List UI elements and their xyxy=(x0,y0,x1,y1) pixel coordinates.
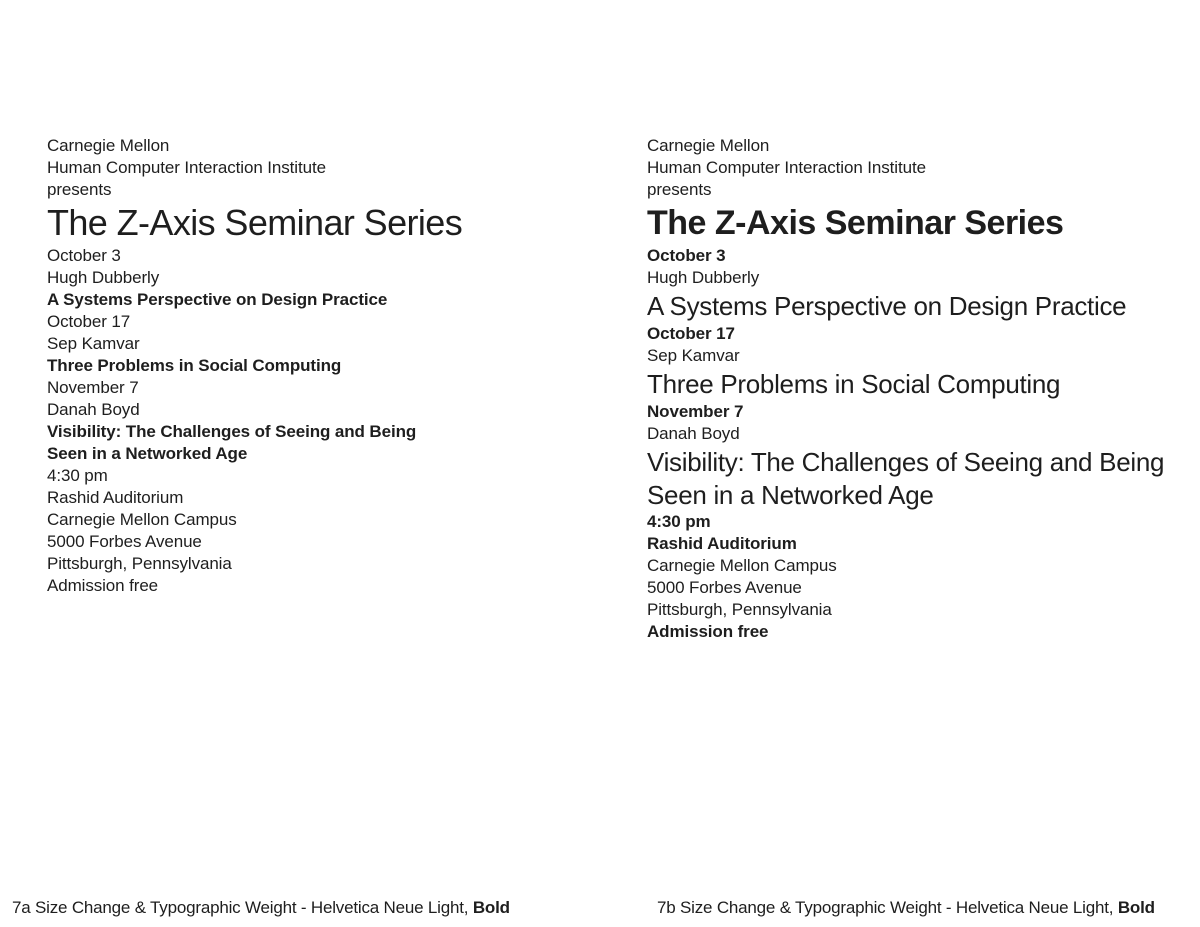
event-venue: Rashid Auditorium xyxy=(47,488,184,507)
event-time: 4:30 pm xyxy=(47,466,108,485)
caption-bold-word: Bold xyxy=(472,898,510,917)
talk-title: Visibility: The Challenges of Seeing and Being xyxy=(647,447,1165,477)
talk-date: October 17 xyxy=(47,312,131,331)
talk-title: Three Problems in Social Computing xyxy=(647,369,1061,399)
talk-date: October 3 xyxy=(47,246,121,265)
event-venue: Rashid Auditorium xyxy=(647,534,797,553)
caption-7a xyxy=(12,897,510,919)
event-campus: Carnegie Mellon Campus xyxy=(647,556,837,575)
series-title: The Z-Axis Seminar Series xyxy=(647,204,1064,242)
talk-date: November 7 xyxy=(647,402,744,421)
intro-line-presents: presents xyxy=(47,180,112,199)
event-city: Pittsburgh, Pennsylvania xyxy=(47,554,232,573)
talk-title-continued: Seen in a Networked Age xyxy=(47,444,248,463)
talk-title: Three Problems in Social Computing xyxy=(47,356,342,375)
caption-text: 7b Size Change & Typographic Weight - Helvetica Neue Light, xyxy=(657,898,1118,917)
event-city: Pittsburgh, Pennsylvania xyxy=(647,600,832,619)
talk-date: October 3 xyxy=(647,246,726,265)
caption-bold-word: Bold xyxy=(1117,898,1155,917)
caption-7b xyxy=(657,897,1155,919)
talk-date: October 17 xyxy=(647,324,735,343)
intro-line-institution: Carnegie Mellon xyxy=(47,136,170,155)
series-title: The Z-Axis Seminar Series xyxy=(47,202,463,243)
talk-title-continued: Seen in a Networked Age xyxy=(647,480,934,510)
intro-line-institution: Carnegie Mellon xyxy=(647,136,770,155)
event-time: 4:30 pm xyxy=(647,512,711,531)
intro-line-department: Human Computer Interaction Institute xyxy=(647,158,926,177)
poster-version-a xyxy=(47,135,462,597)
talk-date: November 7 xyxy=(47,378,139,397)
talk-speaker: Sep Kamvar xyxy=(47,334,140,353)
talk-title: Visibility: The Challenges of Seeing and Being xyxy=(47,422,417,441)
poster-version-b xyxy=(647,135,1164,643)
event-admission: Admission free xyxy=(47,576,159,595)
event-street: 5000 Forbes Avenue xyxy=(647,578,802,597)
talk-speaker: Hugh Dubberly xyxy=(47,268,160,287)
event-campus: Carnegie Mellon Campus xyxy=(47,510,237,529)
talk-speaker: Hugh Dubberly xyxy=(647,268,760,287)
intro-line-presents: presents xyxy=(647,180,712,199)
talk-speaker: Danah Boyd xyxy=(47,400,140,419)
talk-title: A Systems Perspective on Design Practice xyxy=(47,290,388,309)
talk-speaker: Danah Boyd xyxy=(647,424,740,443)
event-admission: Admission free xyxy=(647,622,769,641)
talk-title: A Systems Perspective on Design Practice xyxy=(647,291,1127,321)
intro-line-department: Human Computer Interaction Institute xyxy=(47,158,326,177)
event-street: 5000 Forbes Avenue xyxy=(47,532,202,551)
talk-speaker: Sep Kamvar xyxy=(647,346,740,365)
caption-text: 7a Size Change & Typographic Weight - Helvetica Neue Light, xyxy=(12,898,473,917)
